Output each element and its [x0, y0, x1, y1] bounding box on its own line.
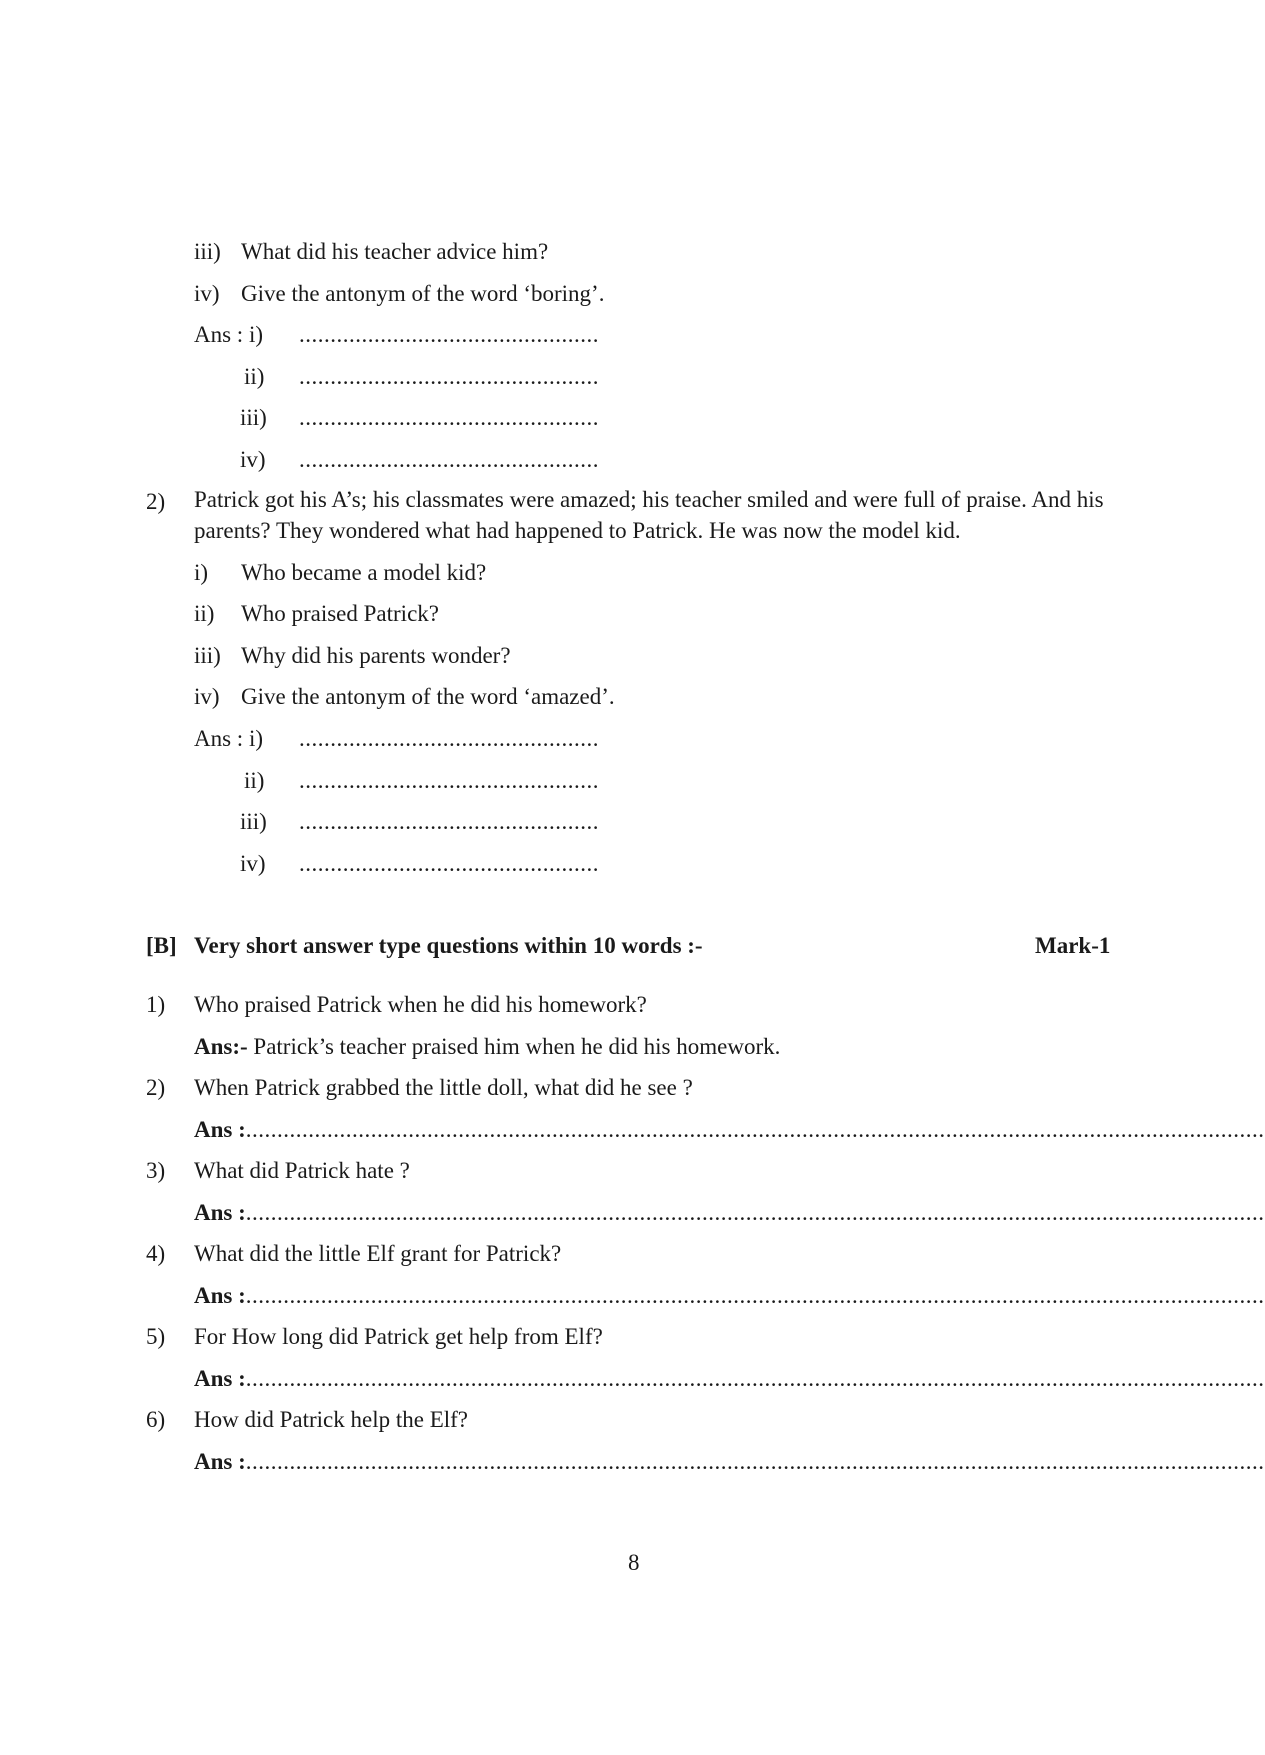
answer-blank: ...................................................................................................................................................................: [245, 1117, 1265, 1142]
answer-label: Ans :: [194, 1283, 246, 1308]
answer-label: ii): [244, 364, 265, 389]
question-number: 2): [146, 489, 166, 514]
answer-line: [194, 1283, 1265, 1308]
answer-label: Ans : i): [194, 322, 263, 347]
question-text: Who praised Patrick when he did his homework?: [194, 992, 647, 1017]
question-item-number: i): [194, 560, 209, 585]
answer-label: ii): [244, 768, 265, 793]
answer-blank: ...................................................................................................................................................................: [245, 1366, 1265, 1391]
question-text: When Patrick grabbed the little doll, what did he see ?: [194, 1075, 693, 1100]
question-item-text: Who praised Patrick?: [241, 601, 439, 626]
answer-line: [194, 1366, 1265, 1391]
question-item-text: Why did his parents wonder?: [241, 643, 511, 668]
answer-blank: ................................................: [299, 768, 599, 793]
question-item-number: ii): [194, 601, 215, 626]
answer-blank: ...................................................................................................................................................................: [245, 1283, 1265, 1308]
question-item-text: Give the antonym of the word ‘amazed’.: [241, 684, 615, 709]
page-number: 8: [628, 1550, 640, 1575]
question-item-text: Give the antonym of the word ‘boring’.: [241, 281, 605, 306]
question-item-number: iii): [194, 643, 221, 668]
question-item-number: iv): [194, 281, 220, 306]
answer-label: iii): [240, 405, 267, 430]
answer-label: Ans : i): [194, 726, 263, 751]
answer-label: iv): [240, 851, 266, 876]
question-text: How did Patrick help the Elf?: [194, 1407, 469, 1432]
question-item-text: Who became a model kid?: [241, 560, 487, 585]
section-label: [B]: [146, 933, 177, 958]
answer-label: Ans :: [194, 1117, 246, 1142]
answer-blank: ................................................: [299, 322, 599, 347]
question-number: 5): [146, 1324, 166, 1349]
answer-text: Patrick’s teacher praised him when he did his homework.: [247, 1034, 781, 1059]
answer-blank: ................................................: [299, 726, 599, 751]
question-number: 3): [146, 1158, 166, 1183]
answer-label: iii): [240, 809, 267, 834]
answer-label: Ans :: [194, 1366, 246, 1391]
answer-blank: ................................................: [299, 447, 599, 472]
question-number: 4): [146, 1241, 166, 1266]
answer-blank: ...................................................................................................................................................................: [245, 1449, 1265, 1474]
answer-label: Ans :: [194, 1200, 246, 1225]
question-number: 6): [146, 1407, 166, 1432]
question-text: What did Patrick hate ?: [194, 1158, 410, 1183]
answer-label: Ans :: [194, 1449, 246, 1474]
question-number: 2): [146, 1075, 166, 1100]
question-item-number: iv): [194, 684, 220, 709]
question-text: What did the little Elf grant for Patrick?: [194, 1241, 562, 1266]
answer-label: Ans:-: [194, 1034, 248, 1059]
question-item-number: iii): [194, 239, 221, 264]
answer-line: [194, 1117, 1265, 1142]
answer-blank: ................................................: [299, 364, 599, 389]
answer-label: iv): [240, 447, 266, 472]
question-item-text: What did his teacher advice him?: [241, 239, 549, 264]
section-title: Very short answer type questions within 10 words :-: [194, 933, 703, 958]
answer-blank: ................................................: [299, 851, 599, 876]
passage-text: Patrick got his A’s; his classmates were amazed; his teacher smiled and were full of praise. And his parents? They wondered what had happened to Patrick. He was now the model kid.: [194, 487, 1104, 543]
answer-blank: ...................................................................................................................................................................: [245, 1200, 1265, 1225]
answer-blank: ................................................: [299, 809, 599, 834]
answer-line: [194, 1449, 1265, 1474]
answer-line: [194, 1035, 1134, 1058]
answer-line: [194, 1200, 1265, 1225]
question-number: 1): [146, 992, 166, 1017]
section-marks: Mark-1: [1035, 933, 1111, 958]
question-text: For How long did Patrick get help from Elf?: [194, 1324, 603, 1349]
answer-blank: ................................................: [299, 405, 599, 430]
